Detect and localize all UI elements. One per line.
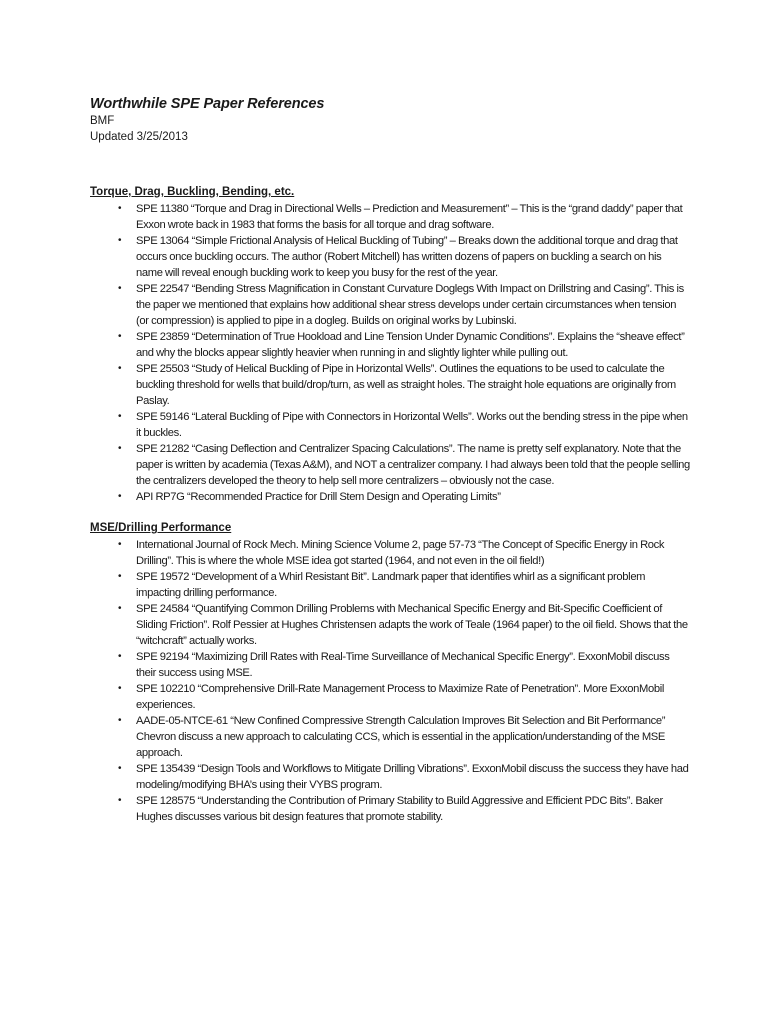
- reference-text: SPE 24584 “Quantifying Common Drilling Problems with Mechanical Specific Energy and Bit-Specific Coefficient of Sliding Friction”. Rolf Pessier at Hughes Christensen adapts the work of Teale (1964 paper) to the oil field. Shows that the “witchcraft” actually works.: [136, 603, 688, 647]
- reference-item: [90, 761, 690, 793]
- reference-item: [90, 409, 690, 441]
- document-author: BMF: [90, 115, 115, 127]
- reference-item: [90, 713, 690, 761]
- bullet-icon: •: [118, 539, 122, 550]
- reference-list: [90, 201, 690, 505]
- section-torque-drag: [90, 185, 690, 505]
- reference-text: API RP7G “Recommended Practice for Drill Stem Design and Operating Limits”: [136, 491, 501, 503]
- reference-item: [90, 569, 690, 601]
- reference-item: [90, 537, 690, 569]
- bullet-icon: •: [118, 411, 122, 422]
- bullet-icon: •: [118, 203, 122, 214]
- reference-item: [90, 201, 690, 233]
- reference-text: SPE 22547 “Bending Stress Magnification in Constant Curvature Doglegs With Impact on Drillstring and Casing”. This is the paper we mentioned that explains how additional shear stress develops under certain circumstances when tension (or compression) is applied to pipe in a dogleg. Builds on original works by Lubinski.: [136, 283, 684, 327]
- reference-item: [90, 329, 690, 361]
- reference-item: [90, 489, 690, 505]
- reference-text: SPE 59146 “Lateral Buckling of Pipe with Connectors in Horizontal Wells”. Works out the bending stress in the pipe when it buckles.: [136, 411, 688, 439]
- reference-text: SPE 92194 “Maximizing Drill Rates with Real-Time Surveillance of Mechanical Specific Energy”. ExxonMobil discuss their success using MSE.: [136, 651, 670, 679]
- bullet-icon: •: [118, 363, 122, 374]
- bullet-icon: •: [118, 683, 122, 694]
- reference-item: [90, 649, 690, 681]
- document-title: Worthwhile SPE Paper References: [90, 96, 325, 112]
- reference-text: AADE-05-NTCE-61 “New Confined Compressive Strength Calculation Improves Bit Selection and Bit Performance” Chevron discuss a new approach to calculating CCS, which is essential in the application/understanding of the MSE approach.: [136, 715, 666, 759]
- reference-item: [90, 601, 690, 649]
- reference-item: [90, 361, 690, 409]
- bullet-icon: •: [118, 795, 122, 806]
- bullet-icon: •: [118, 763, 122, 774]
- bullet-icon: •: [118, 491, 122, 502]
- reference-text: SPE 25503 “Study of Helical Buckling of Pipe in Horizontal Wells”. Outlines the equations to be used to calculate the buckling threshold for wells that build/drop/turn, as well as straight holes. The straight hole equations are originally from Paslay.: [136, 363, 676, 407]
- bullet-icon: •: [118, 715, 122, 726]
- document-page: [90, 95, 690, 825]
- reference-list: [90, 537, 690, 825]
- reference-text: SPE 102210 “Comprehensive Drill-Rate Management Process to Maximize Rate of Penetration”. More ExxonMobil experiences.: [136, 683, 664, 711]
- reference-item: [90, 793, 690, 825]
- section-mse-drilling-performance: [90, 521, 690, 825]
- reference-text: SPE 11380 “Torque and Drag in Directional Wells – Prediction and Measurement” – This is the “grand daddy” paper that Exxon wrote back in 1983 that forms the basis for all torque and drag software.: [136, 203, 683, 231]
- reference-text: SPE 21282 “Casing Deflection and Centralizer Spacing Calculations”. The name is pretty self explanatory. Note that the paper is written by academia (Texas A&M), and NOT a centralizer company. I had always been told that the people selling the centralizers developed the theory to help sell more centralizers – obviously not the case.: [136, 443, 690, 487]
- document-updated-date: Updated 3/25/2013: [90, 131, 188, 143]
- bullet-icon: •: [118, 443, 122, 454]
- bullet-icon: •: [118, 235, 122, 246]
- reference-item: [90, 233, 690, 281]
- reference-text: SPE 23859 “Determination of True Hookload and Line Tension Under Dynamic Conditions”. Explains the “sheave effect” and why the blocks appear slightly heavier when running in and slightly lighter while pulling out.: [136, 331, 685, 359]
- bullet-icon: •: [118, 603, 122, 614]
- reference-text: International Journal of Rock Mech. Mining Science Volume 2, page 57-73 “The Concept of Specific Energy in Rock Drilling”. This is where the whole MSE idea got started (1964, and not even in the oil field!): [136, 539, 665, 567]
- reference-text: SPE 128575 “Understanding the Contribution of Primary Stability to Build Aggressive and Efficient PDC Bits”. Baker Hughes discusses various bit design features that promote stability.: [136, 795, 663, 823]
- bullet-icon: •: [118, 283, 122, 294]
- reference-text: SPE 135439 “Design Tools and Workflows to Mitigate Drilling Vibrations”. ExxonMobil discuss the success they have had modeling/modifying BHA’s using their VYBS program.: [136, 763, 689, 791]
- bullet-icon: •: [118, 571, 122, 582]
- section-heading: Torque, Drag, Buckling, Bending, etc.: [90, 186, 295, 198]
- reference-item: [90, 281, 690, 329]
- reference-text: SPE 13064 “Simple Frictional Analysis of Helical Buckling of Tubing” – Breaks down the additional torque and drag that occurs once buckling occurs. The author (Robert Mitchell) has written dozens of papers on buckling a search on his name will reveal enough buckling work to keep you busy for the rest of the year.: [136, 235, 678, 279]
- reference-item: [90, 681, 690, 713]
- bullet-icon: •: [118, 331, 122, 342]
- reference-item: [90, 441, 690, 489]
- section-heading: MSE/Drilling Performance: [90, 522, 232, 534]
- bullet-icon: •: [118, 651, 122, 662]
- reference-text: SPE 19572 “Development of a Whirl Resistant Bit”. Landmark paper that identifies whirl as a significant problem impacting drilling performance.: [136, 571, 646, 599]
